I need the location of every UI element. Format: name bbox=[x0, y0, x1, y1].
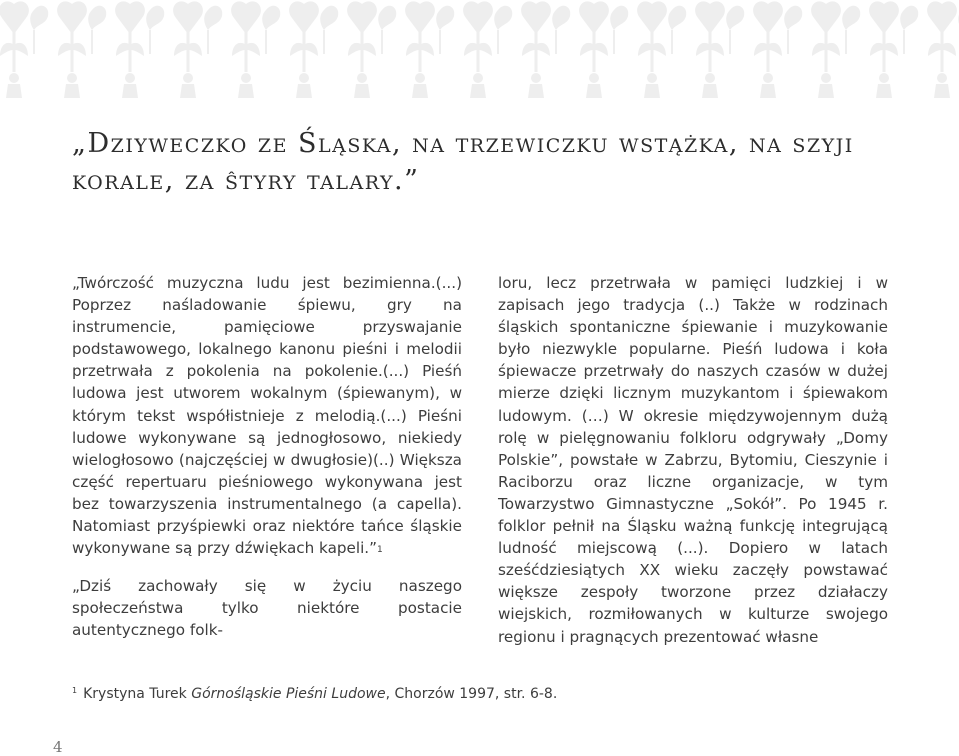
left-column bbox=[72, 272, 462, 642]
ornament-motif bbox=[115, 1, 164, 98]
footnote-work-title: Górnośląskie Pieśni Ludowe bbox=[191, 686, 386, 702]
footnote-author: Krystyna Turek bbox=[83, 686, 187, 702]
footnote bbox=[72, 686, 772, 702]
ornament-motif bbox=[0, 1, 48, 98]
ornament-motif bbox=[869, 1, 918, 98]
ornament-motif bbox=[927, 1, 959, 98]
footnote-mark: 1 bbox=[72, 686, 78, 695]
page-title: „Dziyweczko ze Śląska, na trzewiczku wstążka, na szyji korale, za ŝtyry talary.” bbox=[72, 128, 854, 196]
ornament-motif bbox=[811, 1, 860, 98]
footnote-reference: 1 bbox=[377, 545, 383, 556]
ornament-motif bbox=[579, 1, 628, 98]
ornament-motif bbox=[695, 1, 744, 98]
ornament-motif bbox=[637, 1, 686, 98]
quote-text-1: „Twórczość muzyczna ludu jest bezimienna.(...) Poprzez naśladowanie śpiewu, gry na instrumencie, pamięciowe przyswajanie podstawowego, lokalnego kanonu pieśni i melodii przetrwała z pokolenia na pokolenie.(...) Pieśń ludowa jest utworem wokalnym (śpiewanym), w którym tekst współistnieje z melodią.(...) Pieśni ludowe wykonywane są jednogłosowo, niekiedy wielogłosowo (najczęściej w dwugłosie)(..) Większa część repertuaru pieśniowego wykonywana jest bez towarzyszenia instrumentalnego (a capella). Natomiast przyśpiewki oraz niektóre tańce śląskie wykonywane są przy dźwiękach kapeli.” bbox=[72, 274, 462, 558]
ornament-motif bbox=[405, 1, 454, 98]
ornament-motif bbox=[463, 1, 512, 98]
ornament-motif bbox=[173, 1, 222, 98]
quote-paragraph-2: „Dziś zachowały się w życiu naszego społeczeństwa tylko niektóre postacie autentycznego folk- bbox=[72, 577, 462, 640]
ornament-motif bbox=[753, 1, 802, 98]
ornament-motif bbox=[289, 1, 338, 98]
ornament-motif bbox=[231, 1, 280, 98]
ornament-motif bbox=[57, 1, 106, 98]
quote-paragraph-1 bbox=[72, 272, 462, 559]
page-number: 4 bbox=[53, 738, 63, 756]
folk-ornament-banner bbox=[0, 0, 959, 100]
quote-paragraph-2-continued: loru, lecz przetrwała w pamięci ludzkiej i w zapisach jego tradycja (..) Także w rodzinach śląskich spontaniczne śpiewanie i muzykowanie było niezwykle popularne. Pieśń ludowa i koła śpiewacze przetrwały do naszych czasów w dużej mierze dzięki licznym muzykantom i śpiewakom ludowym. (…) W okresie międzywojennym dużą rolę w pielęgnowaniu folkloru odgrywały „Domy Polskie”, powstałe w Zabrzu, Bytomiu, Cieszynie i Raciborzu oraz liczne organizacje, w tym Towarzystwo Gimnastyczne „Sokół”. Po 1945 r. folklor pełnił na Śląsku ważną funkcję integrującą ludność miejscową (...). Dopiero w latach sześćdziesiątych XX wieku zaczęły powstawać większe zespoły tworzone przez działaczy wiejskich, rozmiłowanych w kulturze swojego regionu i pragnących prezentować własne bbox=[498, 274, 888, 646]
ornament-motif bbox=[521, 1, 570, 98]
right-column bbox=[498, 272, 888, 648]
footnote-details: , Chorzów 1997, str. 6-8. bbox=[385, 686, 558, 702]
ornament-motif bbox=[347, 1, 396, 98]
